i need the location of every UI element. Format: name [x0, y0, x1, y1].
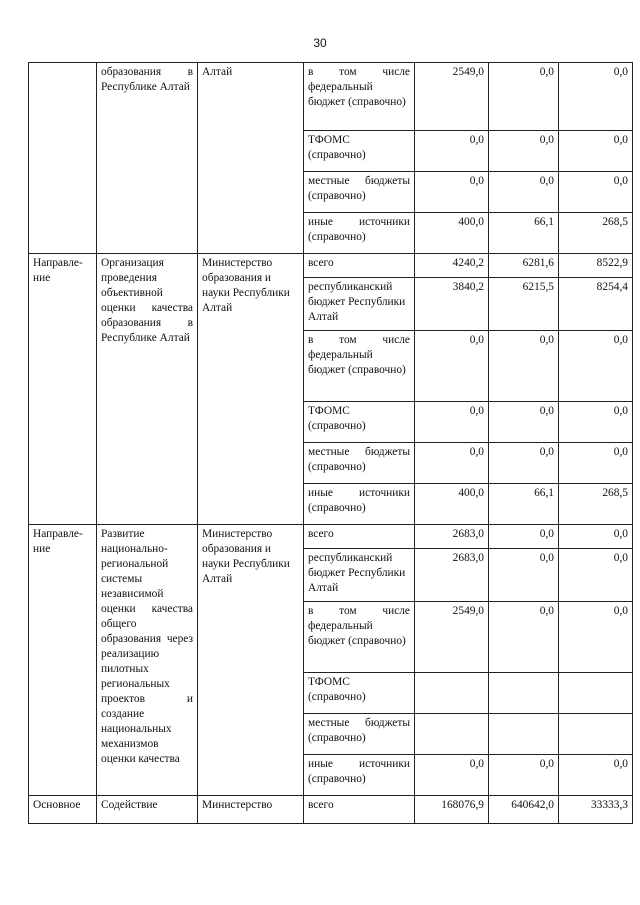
table-row	[29, 63, 633, 131]
value-cell-3: 0,0	[559, 331, 633, 402]
value-cell-3: 0,0	[559, 755, 633, 796]
value-cell-2: 0,0	[489, 331, 559, 402]
value-cell-1	[415, 673, 489, 714]
source-cell: ТФОМС (справочно)	[304, 402, 415, 443]
row-executor-cell: Министерство образования и науки Республики Алтай	[198, 254, 304, 525]
source-cell: в том числе федеральный бюджет (справочно)	[304, 63, 415, 131]
value-cell-1: 4240,2	[415, 254, 489, 278]
value-cell-3: 0,0	[559, 549, 633, 602]
value-cell-1	[415, 714, 489, 755]
value-cell-2: 0,0	[489, 172, 559, 213]
source-cell: всего	[304, 796, 415, 824]
row-executor-cell: Алтай	[198, 63, 304, 254]
value-cell-2: 0,0	[489, 525, 559, 549]
table-row	[29, 254, 633, 278]
value-cell-2: 0,0	[489, 443, 559, 484]
value-cell-2: 0,0	[489, 63, 559, 131]
value-cell-3: 0,0	[559, 443, 633, 484]
value-cell-2: 6281,6	[489, 254, 559, 278]
value-cell-1: 168076,9	[415, 796, 489, 824]
source-cell: в том числе федеральный бюджет (справочно)	[304, 331, 415, 402]
row-kind-cell	[29, 63, 97, 254]
page-number: 30	[313, 36, 327, 50]
source-cell: в том числе федеральный бюджет (справочно)	[304, 602, 415, 673]
source-cell: ТФОМС (справочно)	[304, 131, 415, 172]
value-cell-1: 2683,0	[415, 525, 489, 549]
value-cell-3	[559, 673, 633, 714]
source-cell: ТФОМС (справочно)	[304, 673, 415, 714]
value-cell-3	[559, 714, 633, 755]
source-cell: всего	[304, 525, 415, 549]
row-name-cell: образования в Республике Алтай	[97, 63, 198, 254]
row-kind-cell: Основное	[29, 796, 97, 824]
value-cell-3: 33333,3	[559, 796, 633, 824]
budget-table	[28, 62, 633, 824]
source-cell: республиканский бюджет Республики Алтай	[304, 278, 415, 331]
value-cell-2: 0,0	[489, 131, 559, 172]
row-name-cell: Организация проведения объективной оценки качества образования в Республике Алтай	[97, 254, 198, 525]
value-cell-1: 0,0	[415, 402, 489, 443]
source-cell: всего	[304, 254, 415, 278]
row-executor-cell: Министерство	[198, 796, 304, 824]
source-cell: иные источники (справочно)	[304, 484, 415, 525]
value-cell-3: 0,0	[559, 602, 633, 673]
row-name-cell: Развитие национально-региональной системы независимой оценки качества общего образования через реализацию пилотных региональных проектов и создание национальных механизмов оценки качества	[97, 525, 198, 796]
value-cell-1: 2683,0	[415, 549, 489, 602]
source-cell: местные бюджеты (справочно)	[304, 714, 415, 755]
source-cell: иные источники (справочно)	[304, 213, 415, 254]
value-cell-2: 6215,5	[489, 278, 559, 331]
value-cell-2	[489, 714, 559, 755]
value-cell-1: 0,0	[415, 331, 489, 402]
value-cell-1: 3840,2	[415, 278, 489, 331]
value-cell-2: 0,0	[489, 602, 559, 673]
row-kind-cell: Направле-ние	[29, 254, 97, 525]
value-cell-2: 640642,0	[489, 796, 559, 824]
table-row	[29, 525, 633, 549]
value-cell-2: 0,0	[489, 549, 559, 602]
value-cell-2: 0,0	[489, 402, 559, 443]
value-cell-3: 268,5	[559, 213, 633, 254]
value-cell-1: 0,0	[415, 755, 489, 796]
value-cell-2: 66,1	[489, 484, 559, 525]
source-cell: иные источники (справочно)	[304, 755, 415, 796]
value-cell-1: 0,0	[415, 131, 489, 172]
value-cell-3: 0,0	[559, 172, 633, 213]
value-cell-3: 268,5	[559, 484, 633, 525]
source-cell: местные бюджеты (справочно)	[304, 172, 415, 213]
row-name-cell: Содействие	[97, 796, 198, 824]
value-cell-1: 400,0	[415, 484, 489, 525]
value-cell-2	[489, 673, 559, 714]
value-cell-2: 0,0	[489, 755, 559, 796]
source-cell: местные бюджеты (справочно)	[304, 443, 415, 484]
value-cell-1: 2549,0	[415, 63, 489, 131]
value-cell-3: 8254,4	[559, 278, 633, 331]
value-cell-3: 0,0	[559, 63, 633, 131]
value-cell-2: 66,1	[489, 213, 559, 254]
row-executor-cell: Министерство образования и науки Республики Алтай	[198, 525, 304, 796]
value-cell-3: 0,0	[559, 525, 633, 549]
value-cell-1: 400,0	[415, 213, 489, 254]
value-cell-3: 0,0	[559, 131, 633, 172]
value-cell-1: 2549,0	[415, 602, 489, 673]
value-cell-3: 0,0	[559, 402, 633, 443]
value-cell-1: 0,0	[415, 172, 489, 213]
value-cell-3: 8522,9	[559, 254, 633, 278]
value-cell-1: 0,0	[415, 443, 489, 484]
source-cell: республиканский бюджет Республики Алтай	[304, 549, 415, 602]
table-row	[29, 796, 633, 824]
row-kind-cell: Направле-ние	[29, 525, 97, 796]
